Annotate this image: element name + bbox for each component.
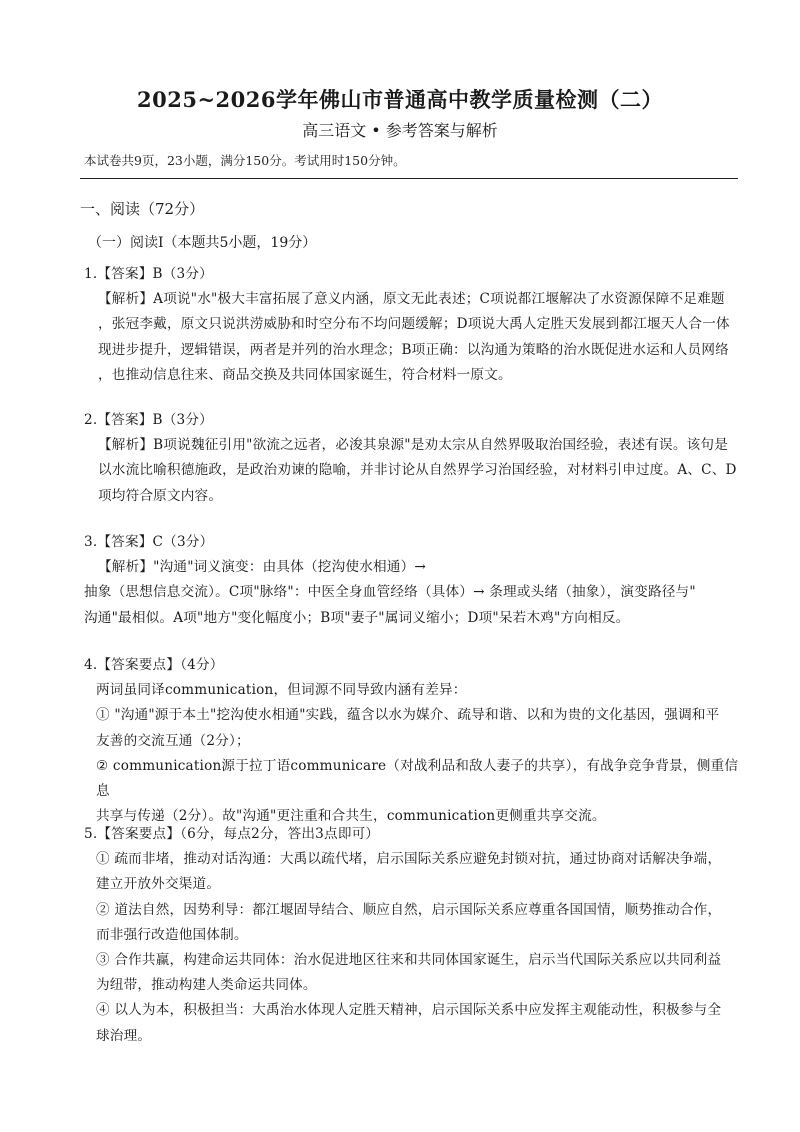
subsection-title: （一）阅读Ⅰ（本题共5小题，19分） (88, 235, 317, 251)
exam-note: 本试卷共9页，23小题，满分150分。考试用时150分钟。 (84, 153, 406, 168)
question-2-line: 【解析】B项说魏征引用"欲流之远者，必浚其泉源"是劝太宗从自然界吸取治国经验，表述有误。该句是 (98, 437, 729, 454)
question-2 (84, 408, 744, 509)
question-5-answer: 5.【答案要点】（6分，每点2分，答出3点即可） (84, 826, 380, 842)
question-5-line: 为纽带，推动构建人类命运共同体。 (96, 977, 317, 994)
question-5-line: 球治理。 (96, 1027, 152, 1044)
section-title: 一、阅读（72分） (80, 200, 205, 218)
question-5-line: ② 道法自然，因势利导：都江堰固导结合、顺应自然，启示国际关系应尊重各国国情，顺势推动合作， (96, 901, 722, 918)
question-5-line: ③ 合作共赢，构建命运共同体：治水促进地区往来和共同体国家诞生，启示当代国际关系应以共同利益 (96, 952, 722, 969)
question-3-line: 沟通"最相似。A项"地方"变化幅度小；B项"妻子"属词义缩小；D项"呆若木鸡"方向相反。 (84, 609, 630, 626)
question-5-line: 而非强行改造他国体制。 (96, 926, 248, 943)
question-2-line: 项均符合原文内容。 (98, 487, 223, 504)
question-3-line: 抽象（思想信息交流）。C项"脉络"：中医全身血管经络（具体）→ 条理或头绪（抽象），演变路径与" (84, 584, 696, 601)
question-4-answer: 4.【答案要点】（4分） (84, 657, 224, 673)
page-subtitle: 高三语文 • 参考答案与解析 (302, 121, 498, 140)
question-2-answer: 2.【答案】B（3分） (84, 412, 213, 428)
question-3-line: 【解析】"沟通"词义演变：由具体（挖沟使水相通）→ (98, 559, 426, 576)
page-title: 2025~2026学年佛山市普通高中教学质量检测（二） (137, 87, 663, 112)
question-3-answer: 3.【答案】C（3分） (84, 534, 214, 550)
question-5-line: ① 疏而非堵，推动对话沟通：大禹以疏代堵，启示国际关系应避免封锁对抗，通过协商对话解决争端， (96, 851, 722, 868)
header-divider (80, 178, 738, 179)
question-4 (84, 653, 744, 829)
question-4-line: ① "沟通"源于本土"挖沟使水相通"实践，蕴含以水为媒介、疏导和谐、以和为贵的文化基因，强调和平 (96, 707, 720, 724)
question-4-line: 两词虽同译communication，但词源不同导致内涵有差异： (96, 682, 467, 699)
question-1-answer: 1.【答案】B（3分） (84, 266, 213, 282)
question-1-line: ，张冠李戴，原文只说洪涝威胁和时空分布不均问题缓解；D项说大禹人定胜天发展到都江堰天人合一体 (98, 316, 730, 333)
question-4-line: 友善的交流互通（2分）； (96, 732, 250, 749)
question-1-line: 【解析】A项说"水"极大丰富拓展了意义内涵，原文无此表述；C项说都江堰解决了水资源保障不足难题 (98, 291, 725, 308)
question-1-line: 现进步提升，逻辑错误，两者是并列的治水理念；B项正确：以沟通为策略的治水既促进水运和人员网络 (98, 341, 729, 358)
question-3 (84, 530, 744, 631)
question-2-line: 以水流比喻积德施政，是政治劝谏的隐喻，并非讨论从自然界学习治国经验，对材料引申过度。A、C、D (98, 462, 737, 479)
question-4-line: ② communication源于拉丁语communicare（对战利品和敌人妻子的共享），有战争竞争背景，侧重信息 (96, 757, 739, 800)
question-5 (84, 822, 744, 1049)
question-5-line: 建立开放外交渠道。 (96, 876, 221, 893)
question-1 (84, 262, 744, 388)
question-4-line: 共享与传递（2分）。故"沟通"更注重和合共生，communication更侧重共享交流。 (96, 808, 606, 825)
question-1-line: ，也推动信息往来、商品交换及共同体国家诞生，符合材料一原文。 (98, 366, 512, 383)
question-5-line: ④ 以人为本，积极担当：大禹治水体现人定胜天精神，启示国际关系中应发挥主观能动性，积极参与全 (96, 1002, 722, 1019)
